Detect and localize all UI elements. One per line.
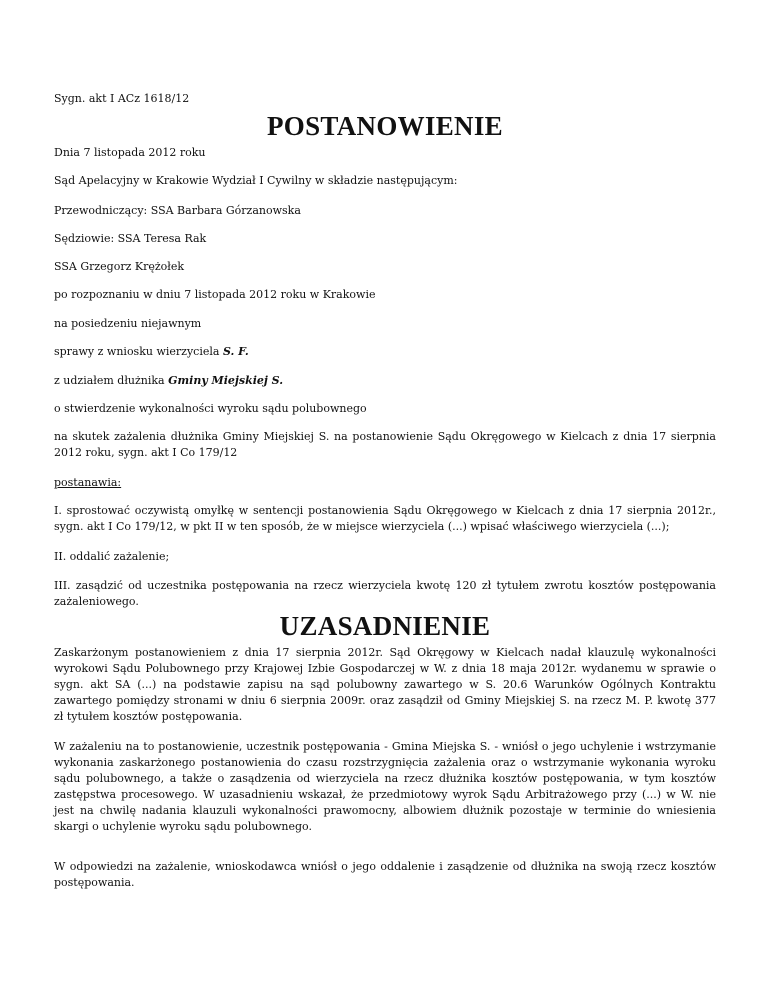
creditor-name: S. F. — [222, 345, 249, 358]
justification-paragraph-3: W odpowiedzi na zażalenie, wnioskodawca wniósł o jego oddalenie i zasądzenie od dłużnika na swoją rzecz kosztów postępowania. — [54, 860, 716, 889]
debtor-name: Gminy Miejskiej S. — [168, 374, 284, 387]
date-line: Dnia 7 listopada 2012 roku — [54, 146, 206, 159]
justification-paragraph-2: W zażaleniu na to postanowienie, uczestnik postępowania - Gmina Miejska S. - wniósł o jego uchylenie i wstrzymanie wykonania zaskarżonego postanowienia do czasu rozstrzygnięcia zażalenia oraz o wstrzymanie wykonania wyroku sądu polubownego, a także o zasądzenia od wierzyciela na rzecz dłużnika kosztów postępowania, w tym kosztów zastępstwa procesowego. W uzasadnieniu wskazał, że przedmiotowy wyrok Sądu Arbitrażowego przy (...) w W. nie jest na chwilę nadania klauzuli wykonalności prawomocny, albowiem dłużnik pozostaje w terminie do wniesienia skargi o uchylenie wyroku sądu polubownego. — [54, 740, 716, 833]
debtor-line — [54, 373, 716, 389]
case-prefix: sprawy z wniosku wierzyciela — [54, 345, 223, 358]
court-line: Sąd Apelacyjny w Krakowie Wydział I Cywilny w składzie następującym: — [54, 174, 458, 187]
judges-line: Sędziowie: SSA Teresa Rak — [54, 232, 207, 245]
session-line: na posiedzeniu niejawnym — [54, 317, 202, 330]
appeal-paragraph: na skutek zażalenia dłużnika Gminy Miejskiej S. na postanowienie Sądu Okręgowego w Kielcach z dnia 17 sierpnia 2012 roku, sygn. akt I Co 179/12 — [54, 430, 716, 459]
subject-line: o stwierdzenie wykonalności wyroku sądu polubownego — [54, 402, 367, 415]
decides-heading: postanawia: — [54, 476, 122, 489]
judge2-line: SSA Grzegorz Krężołek — [54, 260, 185, 273]
justification-paragraph-1: Zaskarżonym postanowieniem z dnia 17 sierpnia 2012r. Sąd Okręgowy w Kielcach nadał klauzulę wykonalności wyrokowi Sądu Polubownego przy Krajowej Izbie Gospodarczej w W. z dnia 18 maja 2012r. wydanemu w sprawie o sygn. akt SA (...) na podstawie zapisu na sąd polubowny zawartego w S. 20.6 Warunków Ogólnych Kontraktu zawartego pomiędzy stronami w dniu 6 sierpnia 2009r. oraz zasądził od Gminy Miejskiej S. na rzecz M. P. kwotę 377 zł tytułem kosztów postępowania. — [54, 646, 716, 723]
decision-item-2: II. oddalić zażalenie; — [54, 550, 170, 563]
document-title: POSTANOWIENIE — [267, 111, 503, 141]
case-line — [54, 344, 716, 360]
case-signature: Sygn. akt I ACz 1618/12 — [54, 92, 190, 105]
justification-title: UZASADNIENIE — [279, 611, 491, 641]
hearing-line: po rozpoznaniu w dniu 7 listopada 2012 roku w Krakowie — [54, 288, 376, 301]
decision-item-3: III. zasądzić od uczestnika postępowania na rzecz wierzyciela kwotę 120 zł tytułem zwrotu kosztów postępowania zażaleniowego. — [54, 579, 716, 608]
decision-item-1: I. sprostować oczywistą omyłkę w sentencji postanowienia Sądu Okręgowego w Kielcach z dnia 17 sierpnia 2012r., sygn. akt I Co 179/12, w pkt II w ten sposób, że w miejsce wierzyciela (...) wpisać właściwego wierzyciela (...); — [54, 504, 716, 533]
debtor-prefix: z udziałem dłużnika — [54, 374, 169, 387]
chair-line: Przewodniczący: SSA Barbara Górzanowska — [54, 204, 301, 217]
